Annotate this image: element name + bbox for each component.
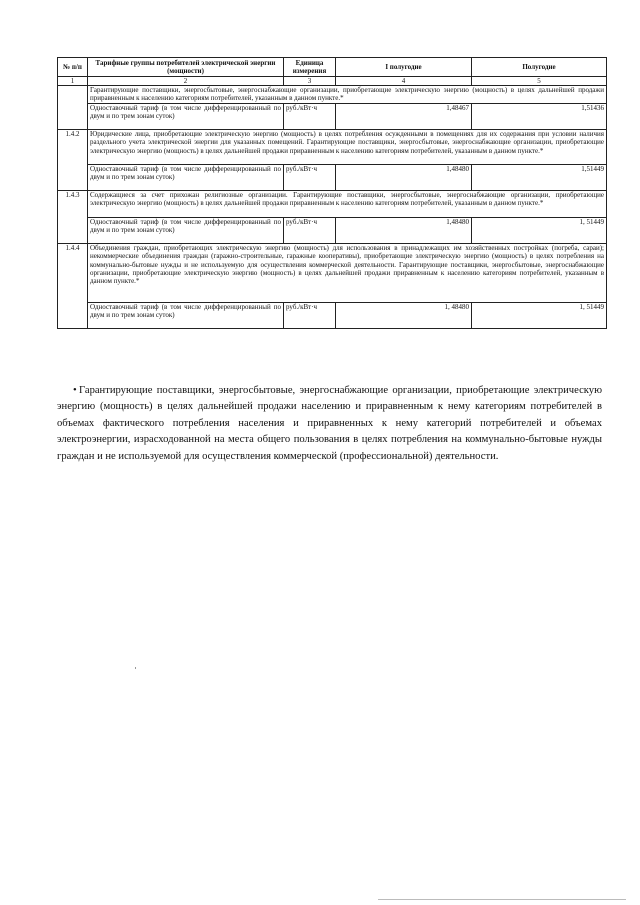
section-number: [58, 86, 88, 130]
tariff-value-h2: 1, 51449: [472, 218, 607, 244]
section-desc-row: [58, 244, 607, 303]
col-number: 3: [284, 77, 336, 86]
tariff-name: Одноставочный тариф (в том числе дифференцированный по двум и по трем зонам суток): [88, 104, 284, 130]
tariff-row: [58, 165, 607, 191]
section-description: Объединения граждан, приобретающих электрическую энергию (мощность) для использования в принадлежащих им хозяйственных постройках (погреба, сараи); некоммерческие объединения граждан (гаражно-строительные, гаражные кооперативы), приобретающие электрическую энергию (мощность) в целях потребления на коммунально-бытовые нужды и не используемую для осуществления коммерческой деятельности. Гарантирующие поставщики, энергосбытовые, энергоснабжающие организации, приобретающие электрическую энергию (мощность) в целях дальнейшей продажи приравненным к населению категориям потребителей, указанным в данном пункте.*: [88, 244, 607, 303]
col-number: 4: [336, 77, 472, 86]
tariff-row: [58, 218, 607, 244]
header-num: № п/п: [58, 58, 88, 77]
header-half2: Полугодие: [472, 58, 607, 77]
tariff-value-h1: 1,48480: [336, 218, 472, 244]
table-header-row: [58, 58, 607, 77]
header-unit: Единица измерения: [284, 58, 336, 77]
col-number: 1: [58, 77, 88, 86]
section-number: 1.4.4: [58, 244, 88, 329]
page-bottom-line: [378, 899, 626, 900]
tariff-row: [58, 303, 607, 329]
tariff-value-h2: 1,51436: [472, 104, 607, 130]
section-desc-row: [58, 191, 607, 218]
tariff-value-h1: 1, 48480: [336, 303, 472, 329]
section-number: 1.4.2: [58, 130, 88, 191]
section-description: Юридические лица, приобретающие электрическую энергию (мощность) в целях потребления осужденными в помещениях для их содержания при условии наличия раздельного учета электрической энергии для указанных помещений. Гарантирующие поставщики, энергосбытовые, энергоснабжающие организации, приобретающие электрическую энергию (мощность) в целях дальнейшей продажи приравненным к населению категориям потребителей, указанным в данном пункте.*: [88, 130, 607, 165]
section-description: Содержащиеся за счет прихожан религиозные организации. Гарантирующие поставщики, энергосбытовые, энергоснабжающие организации, приобретающие электрическую энергию (мощность) в целях дальнейшей продажи приравненным к населению категориям потребителей, указанным в данном пункте.*: [88, 191, 607, 218]
col-number: 5: [472, 77, 607, 86]
footnote-text: Гарантирующие поставщики, энергосбытовые, энергоснабжающие организации, приобретающие электрическую энергию (мощность) в целях дальнейшей продажи населению и приравненным к нему категориям потребителей в объемах фактического потребления населения и приравненных к нему категорий потребителей и объемах электроэнергии, израсходованной на места общего пользования в целях потребления на коммунально-бытовые нужды граждан и не используемой для осуществления коммерческой (профессиональной) деятельности.: [57, 385, 602, 462]
tariff-unit: руб./кВт·ч: [284, 218, 336, 244]
section-desc-row: [58, 130, 607, 165]
footnote-bullet: •: [73, 385, 77, 396]
tariff-table: [57, 57, 607, 329]
tariff-value-h2: 1,51449: [472, 165, 607, 191]
tariff-value-h2: 1, 51449: [472, 303, 607, 329]
header-groups: Тарифные группы потребителей электрической энергии (мощности): [88, 58, 284, 77]
section-description: Гарантирующие поставщики, энергосбытовые, энергоснабжающие организации, приобретающие электрическую энергию (мощность) в целях дальнейшей продажи приравненным к населению категориям потребителей, указанным в данном пункте.*: [88, 86, 607, 104]
tariff-name: Одноставочный тариф (в том числе дифференцированный по двум и по трем зонам суток): [88, 303, 284, 329]
section-desc-row: [58, 86, 607, 104]
scan-speck: [135, 667, 136, 669]
tariff-unit: руб./кВт·ч: [284, 104, 336, 130]
footnote: [57, 383, 602, 465]
column-numbers-row: [58, 77, 607, 86]
header-half1: I полугодие: [336, 58, 472, 77]
tariff-unit: руб./кВт·ч: [284, 165, 336, 191]
tariff-name: Одноставочный тариф (в том числе дифференцированный по двум и по трем зонам суток): [88, 165, 284, 191]
tariff-name: Одноставочный тариф (в том числе дифференцированный по двум и по трем зонам суток): [88, 218, 284, 244]
tariff-value-h1: 1,48480: [336, 165, 472, 191]
section-number: 1.4.3: [58, 191, 88, 244]
tariff-row: [58, 104, 607, 130]
tariff-unit: руб./кВт·ч: [284, 303, 336, 329]
tariff-value-h1: 1,48467: [336, 104, 472, 130]
col-number: 2: [88, 77, 284, 86]
